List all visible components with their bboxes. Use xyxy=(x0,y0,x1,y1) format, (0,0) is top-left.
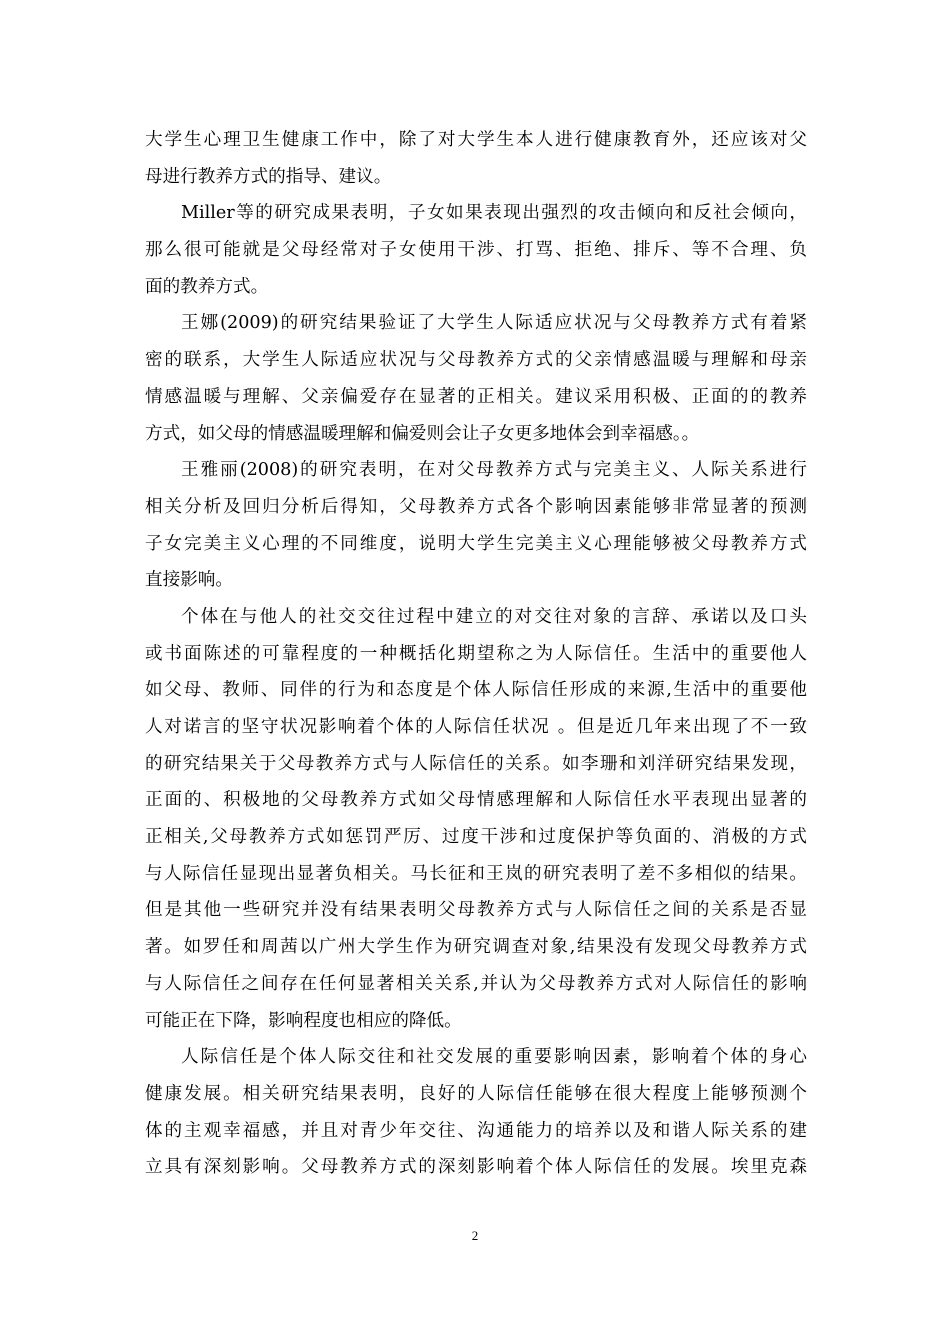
text-line: 体的主观幸福感，并且对青少年交往、沟通能力的培养以及和谐人际关系的建 xyxy=(145,1120,807,1141)
text-line: 可能正在下降，影响程度也相应的降低。 xyxy=(145,1010,462,1031)
text-line: 如父母、教师、同伴的行为和态度是个体人际信任形成的来源,生活中的重要他 xyxy=(145,680,807,701)
text-line: 与人际信任之间存在任何显著相关关系,并认为父母教养方式对人际信任的影响 xyxy=(145,973,807,994)
text-line: 方式，如父母的情感温暖理解和偏爱则会让子女更多地体会到幸福感。。 xyxy=(145,423,700,444)
text-line: 的研究结果关于父母教养方式与人际信任的关系。如李珊和刘洋研究结果发现， xyxy=(145,753,807,774)
text-line: 相关分析及回归分析后得知，父母教养方式各个影响因素能够非常显著的预测 xyxy=(145,496,807,517)
text-line: 立具有深刻影响。父母教养方式的深刻影响着个体人际信任的发展。埃里克森 xyxy=(145,1157,807,1178)
text-line: 与人际信任显现出显著负相关。马长征和王岚的研究表明了差不多相似的结果。 xyxy=(145,863,807,884)
text-line: 人际信任是个体人际交往和社交发展的重要影响因素，影响着个体的身心 xyxy=(181,1047,807,1068)
text-line: 健康发展。相关研究结果表明，良好的人际信任能够在很大程度上能够预测个 xyxy=(145,1083,807,1104)
text-line: 王雅丽(2008)的研究表明，在对父母教养方式与完美主义、人际关系进行 xyxy=(181,460,807,481)
text-line: 密的联系，大学生人际适应状况与父母教养方式的父亲情感温暖与理解和母亲 xyxy=(145,350,807,371)
text-line: Miller等的研究成果表明，子女如果表现出强烈的攻击倾向和反社会倾向， xyxy=(181,203,807,224)
text-line: 王娜(2009)的研究结果验证了大学生人际适应状况与父母教养方式有着紧 xyxy=(181,313,807,334)
paragraph xyxy=(145,305,807,452)
text-line: 情感温暖与理解、父亲偏爱存在显著的正相关。建议采用积极、正面的的教养 xyxy=(145,386,807,407)
body-text xyxy=(145,122,807,1186)
paragraph xyxy=(145,1039,807,1186)
text-line: 个体在与他人的社交交往过程中建立的对交往对象的言辞、承诺以及口头 xyxy=(181,606,807,627)
paragraph xyxy=(145,599,807,1039)
text-line: 正面的、积极地的父母教养方式如父母情感理解和人际信任水平表现出显著的 xyxy=(145,790,807,811)
text-line: 面的教养方式。 xyxy=(145,276,269,297)
text-line: 但是其他一些研究并没有结果表明父母教养方式与人际信任之间的关系是否显 xyxy=(145,900,807,921)
paragraph xyxy=(145,452,807,599)
text-line: 或书面陈述的可靠程度的一种概括化期望称之为人际信任。生活中的重要他人 xyxy=(145,643,807,664)
text-line: 人对诺言的坚守状况影响着个体的人际信任状况 。但是近几年来出现了不一致 xyxy=(145,717,807,737)
text-line: 著。如罗任和周茜以广州大学生作为研究调查对象,结果没有发现父母教养方式 xyxy=(145,937,807,958)
text-line: 那么很可能就是父母经常对子女使用干涉、打骂、拒绝、排斥、等不合理、负 xyxy=(145,240,807,261)
text-line: 大学生心理卫生健康工作中，除了对大学生本人进行健康教育外，还应该对父 xyxy=(145,130,807,150)
text-line: 直接影响。 xyxy=(145,570,233,591)
text-line: 正相关,父母教养方式如惩罚严厉、过度干涉和过度保护等负面的、消极的方式 xyxy=(145,827,807,848)
page-number: 2 xyxy=(471,1228,479,1243)
paragraph xyxy=(145,195,807,305)
text-line: 母进行教养方式的指导、建议。 xyxy=(145,166,392,187)
paragraph xyxy=(145,122,807,195)
text-line: 子女完美主义心理的不同维度，说明大学生完美主义心理能够被父母教养方式 xyxy=(145,533,807,554)
